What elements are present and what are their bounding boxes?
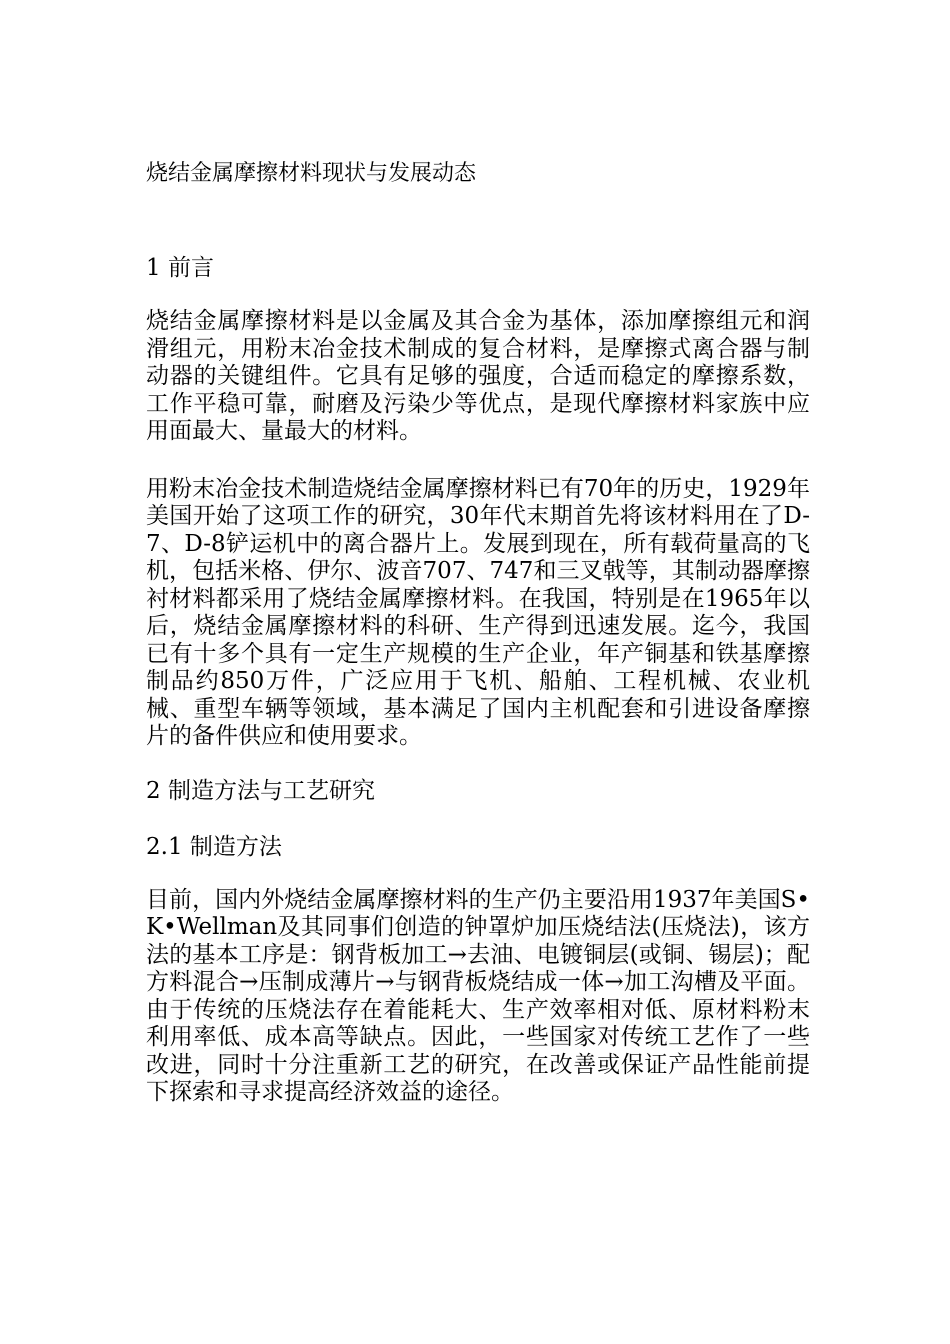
paragraph-manufacturing-1: 目前，国内外烧结金属摩擦材料的生产仍主要沿用1937年美国S•K•Wellman及其同事们创造的钟罩炉加压烧结法(压烧法)，该方法的基本工序是：钢背板加工→去油、电镀铜层(或铜、锡层)；配方料混合→压制成薄片→与钢背板烧结成一体→加工沟槽及平面。由于传统的压烧法存在着能耗大、生产效率相对低、原材料粉末利用率低、成本高等缺点。因此，一些国家对传统工艺作了一些改进，同时十分注重新工艺的研究，在改善或保证产品性能前提下探索和寻求提高经济效益的途径。	[146, 886, 810, 1105]
document-body	[146, 158, 810, 1107]
paragraph-intro-2: 用粉末冶金技术制造烧结金属摩擦材料已有70年的历史，1929年美国开始了这项工作的研究，30年代末期首先将该材料用在了D-7、D-8铲运机中的离合器片上。发展到现在，所有载荷量高的飞机，包括米格、伊尔、波音707、747和三叉戟等，其制动器摩擦衬材料都采用了烧结金属摩擦材料。在我国，特别是在1965年以后，烧结金属摩擦材料的科研、生产得到迅速发展。迄今，我国已有十多个具有一定生产规模的生产企业，年产铜基和铁基摩擦制品约850万件，广泛应用于飞机、船舶、工程机械、农业机械、重型车辆等领域，基本满足了国内主机配套和引进设备摩擦片的备件供应和使用要求。	[146, 475, 810, 749]
document-title: 烧结金属摩擦材料现状与发展动态	[146, 161, 477, 186]
section-heading-intro: 1 前言	[146, 255, 214, 281]
paragraph-intro-1: 烧结金属摩擦材料是以金属及其合金为基体，添加摩擦组元和润滑组元，用粉末冶金技术制成的复合材料，是摩擦式离合器与制动器的关键组件。它具有足够的强度，合适而稳定的摩擦系数，工作平稳可靠，耐磨及污染少等优点，是现代摩擦材料家族中应用面最大、量最大的材料。	[146, 308, 810, 444]
section-heading-methods: 2 制造方法与工艺研究	[146, 777, 375, 804]
subsection-heading-manufacturing: 2.1 制造方法	[146, 833, 282, 860]
